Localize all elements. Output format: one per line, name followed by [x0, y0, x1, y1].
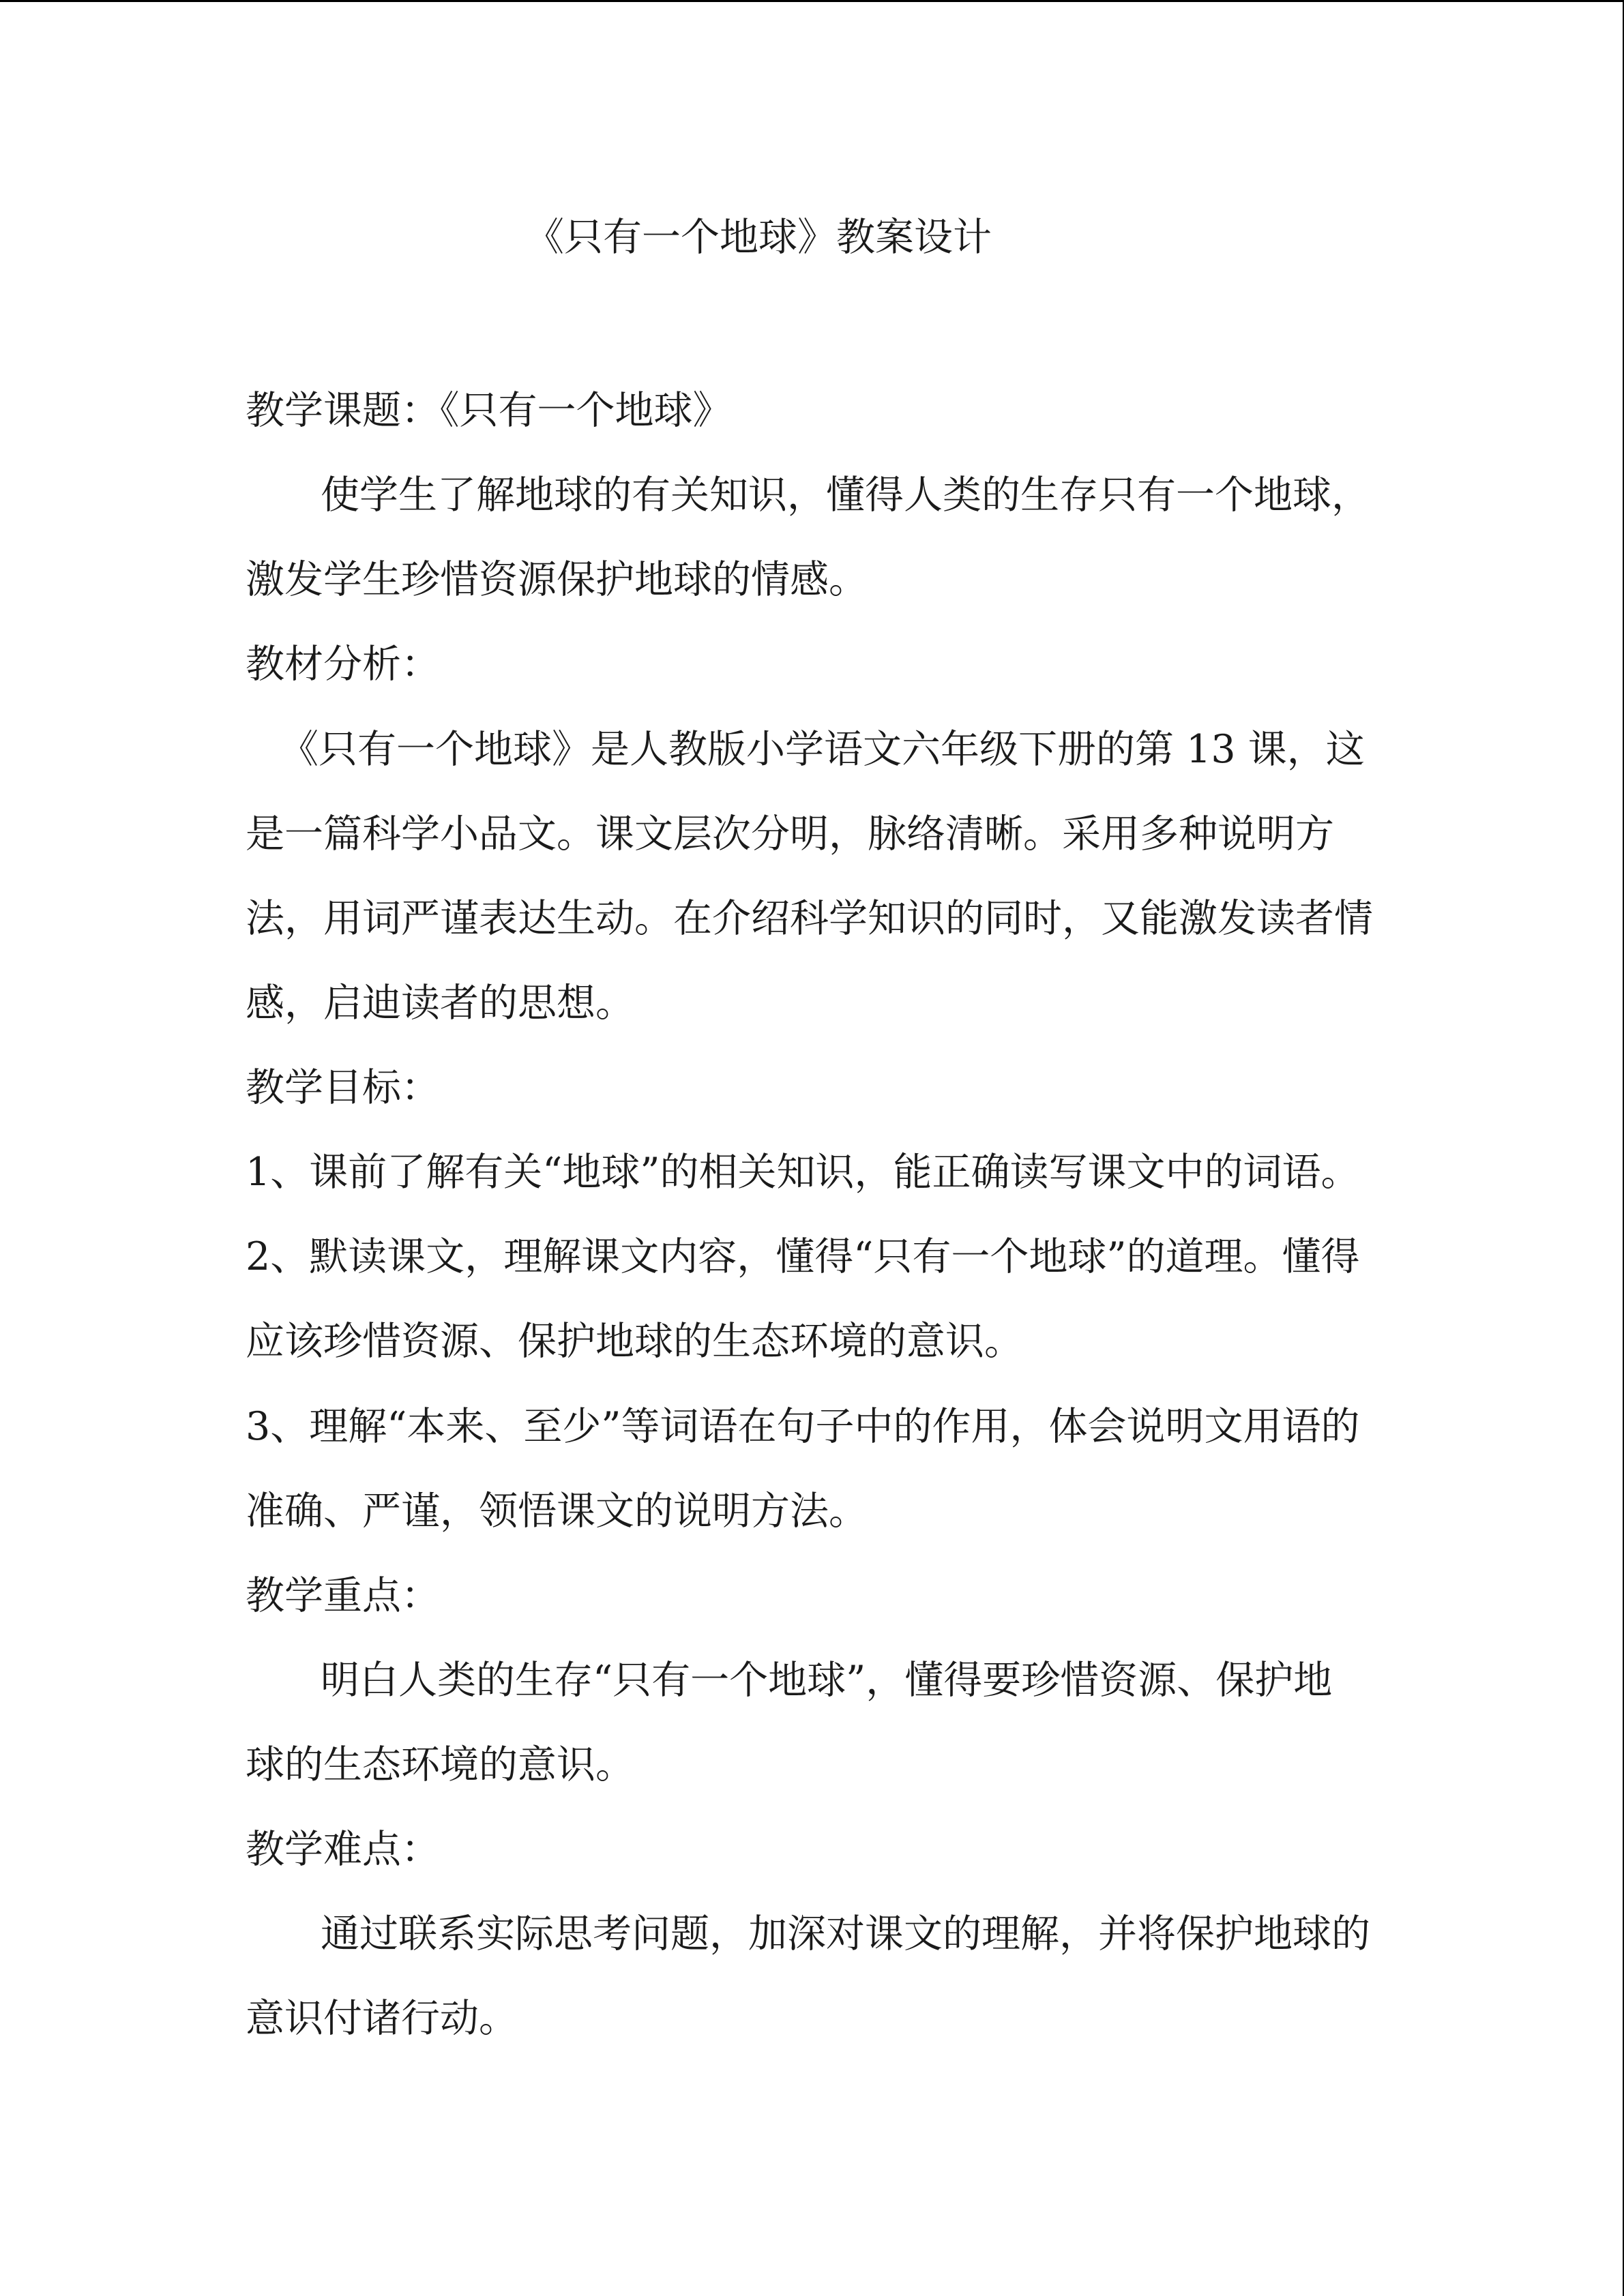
text-line: 感，启迪读者的思想。	[246, 981, 634, 1026]
text-line: 使学生了解地球的有关知识，懂得人类的生存只有一个地球，	[321, 473, 1370, 518]
text-line: 准确、严谨，领悟课文的说明方法。	[246, 1489, 868, 1534]
text-line: 2、默读课文，理解课文内容，懂得“只有一个地球”的道理。懂得	[246, 1234, 1360, 1279]
text-line: 3、理解“本来、至少”等词语在句子中的作用，体会说明文用语的	[246, 1404, 1360, 1449]
text-line: 法，用词严谨表达生动。在介绍科学知识的同时，又能激发读者情	[246, 896, 1373, 941]
text-line: 通过联系实际思考问题，加深对课文的理解，并将保护地球的	[321, 1911, 1370, 1956]
text-line: 教材分析：	[246, 642, 440, 687]
page-top-border	[0, 0, 1624, 2]
text-line: 明白人类的生存“只有一个地球”，懂得要珍惜资源、保护地	[321, 1658, 1333, 1703]
text-line: 是一篇科学小品文。课文层次分明，脉络清晰。采用多种说明方	[246, 811, 1334, 856]
text-line: 1、课前了解有关“地球”的相关知识，能正确读写课文中的词语。	[246, 1150, 1360, 1195]
text-line: 教学重点：	[246, 1573, 440, 1618]
text-line: 《只有一个地球》是人教版小学语文六年级下册的第 13 课，这	[280, 727, 1365, 772]
document-title: 《只有一个地球》教案设计	[525, 215, 992, 260]
text-line: 球的生态环境的意识。	[246, 1742, 634, 1787]
text-line: 应该珍惜资源、保护地球的生态环境的意识。	[246, 1319, 1023, 1364]
text-line: 教学难点：	[246, 1827, 440, 1872]
text-line: 激发学生珍惜资源保护地球的情感。	[246, 557, 868, 602]
text-line: 意识付诸行动。	[246, 1996, 518, 2041]
text-line: 教学目标：	[246, 1065, 440, 1110]
text-line: 教学课题：《只有一个地球》	[246, 388, 732, 433]
